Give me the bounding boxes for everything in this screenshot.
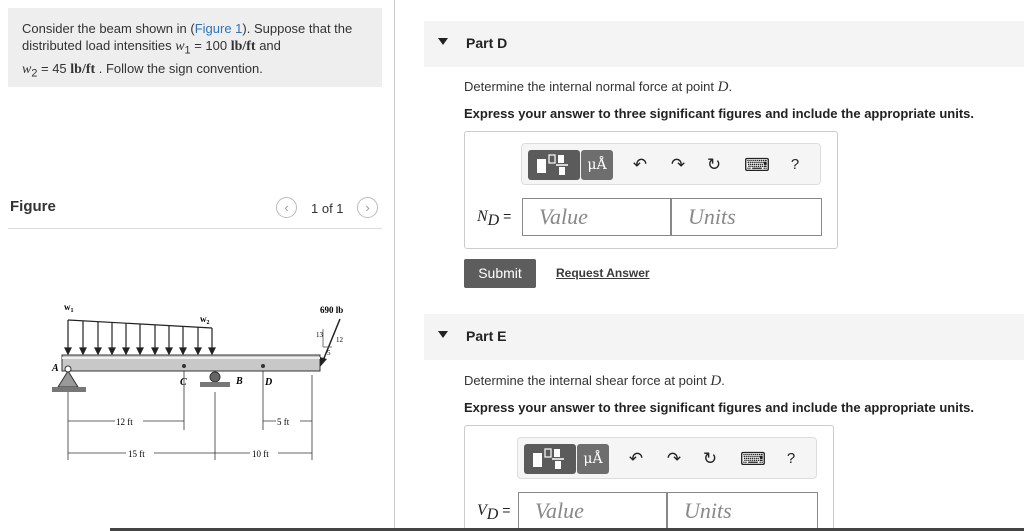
lhs-subscript: D [487, 211, 500, 229]
template-icon[interactable] [528, 150, 580, 180]
force-label: 690 lb [320, 305, 344, 315]
slope-label-5: 5 [327, 349, 331, 357]
load-arrows [65, 320, 215, 354]
undo-icon[interactable]: ↶ [628, 449, 644, 468]
math-toolbar [517, 437, 817, 479]
units-symbol-button[interactable]: μÅ [577, 444, 609, 474]
undo-icon[interactable]: ↶ [632, 155, 648, 174]
problem-statement [8, 8, 382, 87]
unit: lb/ft [70, 61, 96, 77]
help-icon[interactable]: ? [790, 156, 800, 173]
part-e-question [464, 373, 725, 390]
part-e-header[interactable] [424, 314, 1024, 360]
w1-label: $w_1$ [64, 302, 74, 314]
figure-count: 1 of 1 [311, 201, 344, 216]
reset-icon[interactable]: ↻ [706, 155, 722, 174]
nd-label [477, 208, 511, 230]
submit-button[interactable]: Submit [464, 259, 536, 288]
template-icon[interactable] [524, 444, 576, 474]
units-input[interactable]: Units [667, 492, 818, 530]
unit: lb/ft [230, 39, 256, 54]
slope-label-13: 13 [316, 331, 323, 339]
keyboard-icon[interactable]: ⌨ [744, 155, 770, 175]
slope-label-12: 12 [336, 336, 343, 344]
question-text: Determine the internal normal force at point [464, 79, 718, 94]
math-toolbar [521, 143, 821, 185]
figure-header [8, 195, 382, 229]
label-c: C [180, 377, 187, 388]
lhs-symbol: V [477, 502, 487, 519]
vd-label [477, 502, 510, 524]
units-input[interactable]: Units [671, 198, 822, 236]
part-d-label: Part D [466, 35, 508, 51]
lhs-symbol: N [477, 208, 488, 225]
lhs-equals: = [499, 208, 512, 224]
label-a: A [52, 363, 59, 374]
w1-symbol: w [175, 39, 185, 54]
beam-diagram [40, 295, 360, 470]
label-d: D [265, 377, 273, 388]
problem-text: . Follow the sign convention. [95, 60, 263, 76]
figure-title: Figure [10, 198, 56, 215]
chevron-right-icon[interactable]: › [357, 197, 378, 218]
keyboard-icon[interactable]: ⌨ [740, 449, 766, 469]
problem-text: = 45 [37, 60, 71, 76]
question-var: D [717, 79, 729, 95]
question-var: D [710, 373, 722, 389]
value-input[interactable]: Value [518, 492, 667, 530]
part-e-instruction: Express your answer to three significant figures and include the appropriate units. [464, 400, 974, 415]
part-e-label: Part E [466, 328, 507, 344]
lhs-subscript: D [486, 505, 499, 523]
w2-label: $w_2$ [200, 314, 210, 326]
collapse-triangle-icon[interactable] [438, 331, 448, 338]
question-text: . [721, 373, 725, 388]
part-d-instruction: Express your answer to three significant figures and include the appropriate units. [464, 106, 974, 121]
w2-subscript: 2 [31, 67, 38, 80]
dim-12ft: 12 ft [116, 417, 133, 427]
chevron-left-icon[interactable]: ‹ [276, 197, 297, 218]
problem-text: = 100 [190, 38, 231, 53]
dim-5ft: 5 ft [277, 417, 290, 427]
redo-icon[interactable]: ↷ [670, 155, 686, 174]
figure-link[interactable]: Figure 1 [194, 21, 243, 36]
value-input[interactable]: Value [522, 198, 671, 236]
part-d-header[interactable] [424, 21, 1024, 67]
dim-15ft: 15 ft [128, 449, 145, 459]
problem-text: Consider the beam shown in ( [22, 21, 195, 36]
reset-icon[interactable]: ↻ [702, 449, 718, 468]
collapse-triangle-icon[interactable] [438, 38, 448, 45]
problem-text: distributed load intensities [22, 38, 176, 53]
dimension-lines [68, 371, 312, 460]
units-symbol-button[interactable]: μÅ [581, 150, 613, 180]
w2-symbol: w [22, 61, 32, 77]
problem-text: ). Suppose that the [242, 21, 353, 36]
lhs-equals: = [498, 502, 511, 518]
dim-10ft: 10 ft [252, 449, 269, 459]
redo-icon[interactable]: ↷ [666, 449, 682, 468]
part-d-question [464, 79, 732, 96]
problem-text: and [255, 38, 281, 53]
part-e-answer-box [464, 425, 834, 531]
left-panel [0, 0, 395, 531]
label-b: B [236, 376, 243, 387]
request-answer-link[interactable]: Request Answer [556, 266, 650, 280]
help-icon[interactable]: ? [786, 450, 796, 467]
part-d-answer-box [464, 131, 838, 249]
question-text: . [728, 79, 733, 94]
right-panel [424, 0, 1024, 531]
question-text: Determine the internal shear force at point [464, 373, 711, 388]
w1-subscript: 1 [184, 44, 191, 57]
roller-support [210, 372, 220, 382]
pin-support [58, 371, 78, 387]
